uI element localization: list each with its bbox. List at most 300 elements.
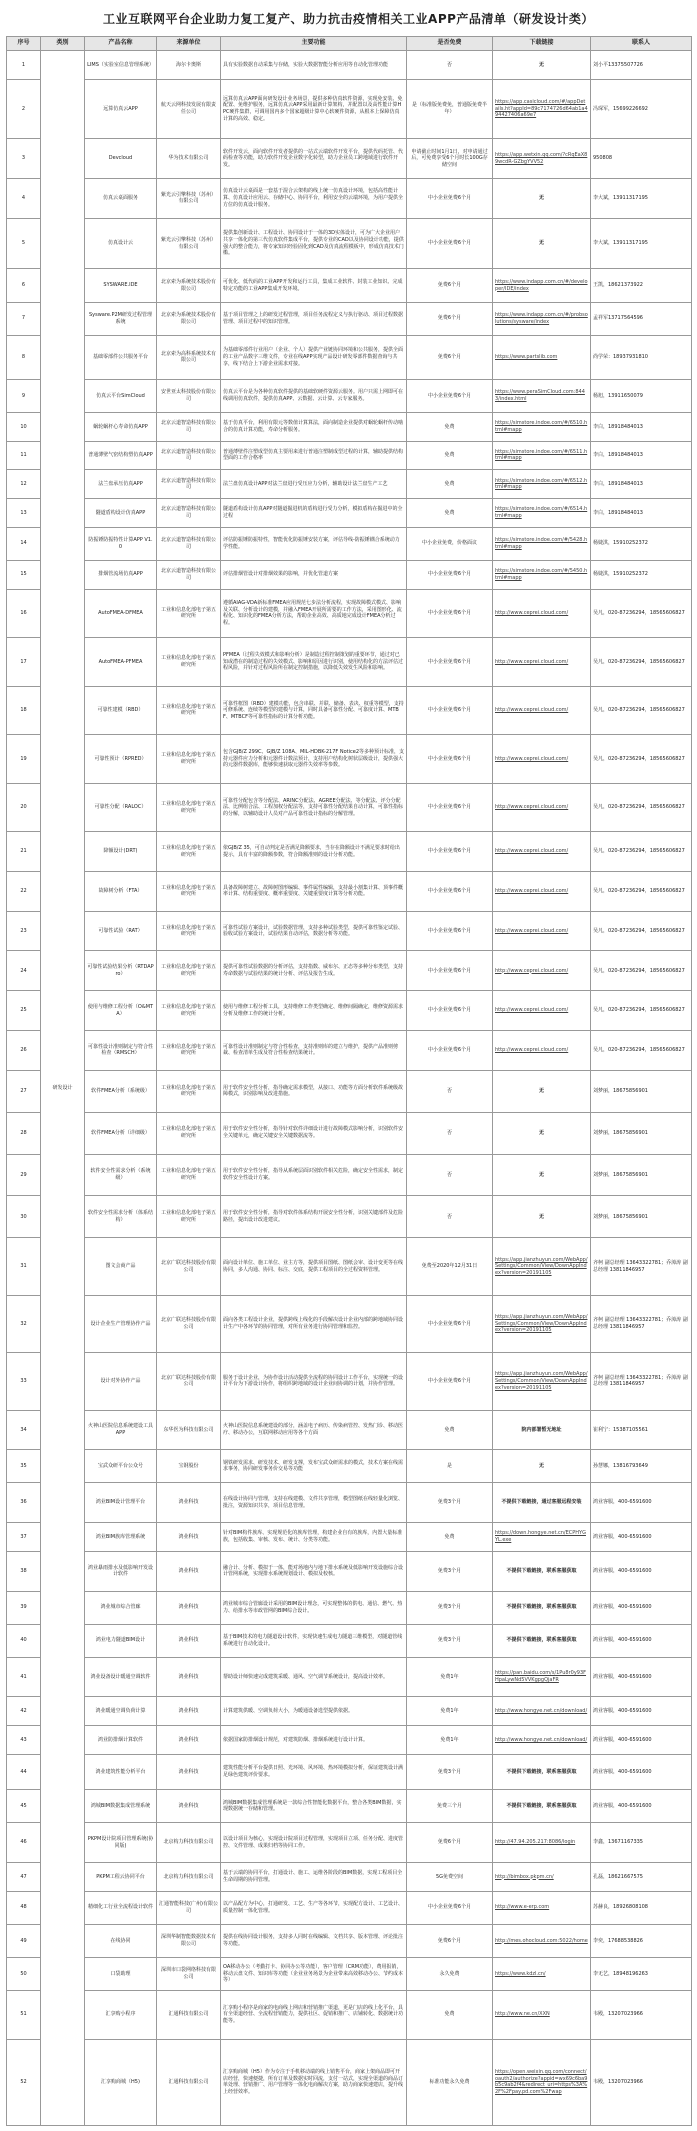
product-name: 软件FMEA分析（系统级）: [85, 1070, 157, 1112]
free-status: 中小企业免费6个月: [407, 735, 493, 784]
download-link[interactable]: http://47.94.205.217:8086/login: [493, 1823, 591, 1863]
product-name: 软件安全性需求分析（体系结构）: [85, 1196, 157, 1238]
free-status: 免费6个月: [407, 269, 493, 302]
free-status: 中小企业免费6个月: [407, 872, 493, 912]
free-status: 中小企业免费6个月: [407, 1353, 493, 1410]
free-status: 中小企业免费6个月: [407, 379, 493, 412]
download-link[interactable]: http://www.ceprei.cloud.com/: [493, 991, 591, 1031]
product-name: 仿真云桌面服务: [85, 179, 157, 219]
contact: 杨婕淇，15910252372: [591, 560, 692, 589]
contact: 鸿业客服，400-6591600: [591, 1483, 692, 1523]
free-status: 中小企业免费6个月: [407, 1891, 493, 1924]
download-link[interactable]: https://www.indapp.com.cn/#/developer/IDE/index: [493, 269, 591, 302]
free-status: 中小企业免费6个月: [407, 1030, 493, 1070]
row-no: 49: [7, 1924, 41, 1957]
download-link[interactable]: https://app.casicloud.com/#/appDetails.ht?appId=89c7174726d64ab1a494427406a69e7: [493, 79, 591, 139]
table-row: [7, 51, 692, 80]
free-status: 否: [407, 1112, 493, 1154]
free-status: 中小企业免费6个月: [407, 589, 493, 638]
main-function: 遵循AIAG-VDA新标准FMEA应用规范七步法分析流程，实现故障模式模式、影响及关联、分析设计的建模，并融入FMEA开展所需要的工作方法，采用图形化、流程化、知识化的FMEA分析方法，帮助企业高效、高质地完成设计FMEA分析过程。: [221, 589, 407, 638]
product-name: 鸿业BIM设计管理平台: [85, 1483, 157, 1523]
source-unit: 北京广联达科技股份有限公司: [157, 1238, 221, 1295]
contact: 崔利宁：15387105561: [591, 1410, 692, 1450]
download-link[interactable]: http://www.ceprei.cloud.com/: [493, 783, 591, 832]
row-no: 26: [7, 1030, 41, 1070]
download-link[interactable]: http://www.ceprei.cloud.com/: [493, 686, 591, 735]
contact: 鸿业客服，400-6591600: [591, 1591, 692, 1624]
download-link[interactable]: https://simstore.indoe.com/#/6514.html#mapp: [493, 499, 591, 528]
row-no: 1: [7, 51, 41, 80]
product-name: 火神山医院信息系统建设工具APP: [85, 1410, 157, 1450]
table-row: [7, 269, 692, 302]
free-status: 是（标准版免费免，普通版免费半年）: [407, 79, 493, 139]
row-no: 43: [7, 1726, 41, 1755]
free-status: 否: [407, 1196, 493, 1238]
download-note: 无: [493, 179, 591, 219]
row-no: 2: [7, 79, 41, 139]
row-no: 8: [7, 335, 41, 379]
source-unit: 鸿业科技: [157, 1657, 221, 1697]
contact: 鸿业客服，400-6591600: [591, 1790, 692, 1823]
free-status: 否: [407, 1154, 493, 1196]
table-row: [7, 1523, 692, 1552]
free-status: 中小企业免费6个月: [407, 783, 493, 832]
free-status: 免费: [407, 1410, 493, 1450]
table-row: [7, 1990, 692, 2039]
row-no: 39: [7, 1591, 41, 1624]
download-link[interactable]: http://www.ceprei.cloud.com/: [493, 1030, 591, 1070]
header-main-function: 主要功能: [221, 37, 407, 51]
main-function: 基于项目管理之上的研发过程管理，项目任务流程定义与执行驱动、项目过程数据管理、项目过程中的知识管理。: [221, 302, 407, 335]
source-unit: 北京索为高科系统技术有限公司: [157, 335, 221, 379]
product-name: Sysware.P2M研发过程管理系统: [85, 302, 157, 335]
contact: 吴凡，020-87236294，18565606827: [591, 951, 692, 991]
source-unit: 工业和信息化部电子第五研究所: [157, 911, 221, 951]
main-function: 普通薄壁件注塑成型仿真主要用来进行普通注塑制成型过程的计算，辅助提供结构型面的工作合格率: [221, 441, 407, 470]
table-row: [7, 470, 692, 499]
main-function: 基于BIM技术的电力隧道设计软件，实现快速生成电力隧道三维模型，对隧道管线系统进行自动化设计。: [221, 1624, 407, 1657]
main-function: 为基础零部件行业用户（企业、个人）提供产业链协同环境和公共服务，提供全面的工业产品数字三维文件，专业在线APP实现产品设计研发零部件数据查询与共享，线下结合上下游企业需求对接。: [221, 335, 407, 379]
table-row: [7, 735, 692, 784]
contact: 孔磊，18621667575: [591, 1862, 692, 1891]
product-name: 可靠性试验结果分析（RTDAPro）: [85, 951, 157, 991]
source-unit: 北京云道智造科技有限公司: [157, 499, 221, 528]
source-unit: 北京索为系统技术股份有限公司: [157, 269, 221, 302]
download-link[interactable]: http://www.hongye.net.cn/download/: [493, 1726, 591, 1755]
source-unit: 汇通科技有限公司: [157, 1990, 221, 2039]
contact: 韦殿，13207023966: [591, 2039, 692, 2125]
row-no: 7: [7, 302, 41, 335]
main-function: 提供集创新设计、工程设计、协同设计于一体的3D实体设计，可为广大企业用户共享一体化的第三代仿真软件集成平台，提供专业的CAD以及协同设计功能，提供强大的整合能力，将专家知识经验固化到CAD及仿真流程模板中，形成仿真技术门槛。: [221, 218, 407, 269]
contact: 刘小平13375507726: [591, 51, 692, 80]
contact: 吴凡，020-87236294，18565606827: [591, 991, 692, 1031]
product-name: SYSWARE.IDE: [85, 269, 157, 302]
source-unit: 鸿业科技: [157, 1697, 221, 1726]
table-header-row: [7, 37, 692, 51]
product-table: [6, 36, 692, 2126]
contact: 尚学荣：18937931810: [591, 335, 692, 379]
download-link[interactable]: http://www.ceprei.cloud.com/: [493, 951, 591, 991]
download-link[interactable]: https://app.jianzhuyun.com/WebApp/Settings/Common/View/DownAppIndex?version=20191105: [493, 1295, 591, 1352]
product-name: 可靠性建模（RBD）: [85, 686, 157, 735]
source-unit: 宝钢股份: [157, 1450, 221, 1483]
free-status: 免费: [407, 1523, 493, 1552]
free-status: 免费至2020年12月31日: [407, 1238, 493, 1295]
source-unit: 工业和信息化部电子第五研究所: [157, 783, 221, 832]
row-no: 24: [7, 951, 41, 991]
product-name: 仿真设计云: [85, 218, 157, 269]
download-link[interactable]: https://www.peraSimCloud.com:8443/index.html: [493, 379, 591, 412]
source-unit: 工业和信息化部电子第五研究所: [157, 872, 221, 912]
table-row: [7, 335, 692, 379]
product-name: 使用与维修工程分析（O&MTA）: [85, 991, 157, 1031]
free-status: 免费: [407, 499, 493, 528]
contact: 刘梦丽，18675856901: [591, 1196, 692, 1238]
download-link[interactable]: https://simstore.indoe.com/#/5450.html#mapp: [493, 560, 591, 589]
row-no: 3: [7, 139, 41, 179]
source-unit: 北京云道智造科技有限公司: [157, 470, 221, 499]
product-name: 可靠性预计（RPRED）: [85, 735, 157, 784]
product-name: 汇享购小程序: [85, 1990, 157, 2039]
table-row: [7, 1726, 692, 1755]
download-link[interactable]: http://www.e-erp.com: [493, 1891, 591, 1924]
download-link[interactable]: https://www.kdzl.cn/: [493, 1957, 591, 1990]
download-link[interactable]: http://www.ceprei.cloud.com/: [493, 911, 591, 951]
table-row: [7, 139, 692, 179]
table-row: [7, 1551, 692, 1591]
row-no: 45: [7, 1790, 41, 1823]
download-link[interactable]: https://simstore.indoe.com/#/6512.html#mapp: [493, 470, 591, 499]
free-status: 否: [407, 51, 493, 80]
main-function: 评估排烟管设计对排烟效果的影响，并优化管道方案: [221, 560, 407, 589]
free-status: 否: [407, 1070, 493, 1112]
table-row: [7, 412, 692, 441]
download-link[interactable]: https://www.partslib.com: [493, 335, 591, 379]
source-unit: 北京构力科技有限公司: [157, 1823, 221, 1863]
main-function: 可优化、低代码的工业APP开发和运行工具，集成工业软件、封装工业知识、完成特定功能的工业APP集成开发环境。: [221, 269, 407, 302]
product-name: 鸿业暴雨排水及低影响开发设计软件: [85, 1551, 157, 1591]
row-no: 41: [7, 1657, 41, 1697]
table-row: [7, 179, 692, 219]
source-unit: 鸿业科技: [157, 1591, 221, 1624]
table-row: [7, 1862, 692, 1891]
product-name: 在线协同: [85, 1924, 157, 1957]
table-row: [7, 79, 692, 139]
source-unit: 工业和信息化部电子第五研究所: [157, 991, 221, 1031]
contact: 吴凡，020-87236294，18565606827: [591, 638, 692, 687]
main-function: 针对BIM构件族库、实现规范化的族库管理，构建企业自有的族库，内置大量标准族，包括收集、审核、发布、统计、分类等功能。: [221, 1523, 407, 1552]
download-note: 不提供下载链接，联系客服获取: [493, 1591, 591, 1624]
free-status: 免费6个月: [407, 1924, 493, 1957]
contact: 鸿业客服，400-6591600: [591, 1754, 692, 1789]
download-link[interactable]: http://www.ceprei.cloud.com/: [493, 872, 591, 912]
contact: 鸿业客服，400-6591600: [591, 1726, 692, 1755]
table-row: [7, 1657, 692, 1697]
source-unit: 工业和信息化部电子第五研究所: [157, 1030, 221, 1070]
table-row: [7, 1957, 692, 1990]
row-no: 29: [7, 1154, 41, 1196]
main-function: 包含GJB/Z 299C、GJB/Z 108A、MIL-HDBK-217F Notice2等多种预计标准，支持元器件应力分析和元器件计数法预计，支持用户结构化树状层级设计，提供强大的元器件数据库，能够快速获取元器件失效率等参数。: [221, 735, 407, 784]
source-unit: 深圳市口袋网络科技有限公司: [157, 1957, 221, 1990]
download-link[interactable]: https://app.wetxin.qq.com/?cRqEaX89wcdR-GZbgYVV52: [493, 139, 591, 179]
main-function: 可靠性设计准则制定与符合性检查，支持准则库的建立与维护，提供产品准则剪裁、检查清单生成及符合性检查结果统计。: [221, 1030, 407, 1070]
table-row: [7, 218, 692, 269]
download-note: 无: [493, 1112, 591, 1154]
main-function: 依据国家防排烟设计规范，对建筑防烟、排烟系统进行设计计算。: [221, 1726, 407, 1755]
download-link[interactable]: https://www.indapp.com.cn/#/probsolutions/sysware/index: [493, 302, 591, 335]
free-status: 永久免费: [407, 1957, 493, 1990]
source-unit: 北京云道智造科技有限公司: [157, 441, 221, 470]
download-note: 不提供下载链接，联系客服获取: [493, 1790, 591, 1823]
free-status: 中小企业免费，价格面议: [407, 527, 493, 560]
source-unit: 北京云道智造科技有限公司: [157, 527, 221, 560]
download-link[interactable]: http://www.ceprei.cloud.com/: [493, 832, 591, 872]
row-no: 35: [7, 1450, 41, 1483]
download-link[interactable]: http://bimbox.pkpm.cn/: [493, 1862, 591, 1891]
row-no: 22: [7, 872, 41, 912]
row-no: 28: [7, 1112, 41, 1154]
source-unit: 北京广联达科技股份有限公司: [157, 1295, 221, 1352]
download-link[interactable]: https://pan.baidu.com/s/1Pu8r0y93FHpaLywNd5VVKgpgQjaFR: [493, 1657, 591, 1697]
table-row: [7, 1410, 692, 1450]
source-unit: 鸿业科技: [157, 1754, 221, 1789]
product-name: 降额设计(DRT): [85, 832, 157, 872]
free-status: 5G免费空间: [407, 1862, 493, 1891]
row-no: 46: [7, 1823, 41, 1863]
source-unit: 华为技术有限公司: [157, 139, 221, 179]
product-name: 图文会商产品: [85, 1238, 157, 1295]
product-name: 汇享购商城（H5): [85, 2039, 157, 2125]
download-link[interactable]: https://simstore.indoe.com/#/5428.html#mapp: [493, 527, 591, 560]
row-no: 38: [7, 1551, 41, 1591]
source-unit: 工业和信息化部电子第五研究所: [157, 638, 221, 687]
source-unit: 工业和信息化部电子第五研究所: [157, 735, 221, 784]
contact: 鸿业客服，400-6591600: [591, 1657, 692, 1697]
table-row: [7, 1891, 692, 1924]
source-unit: 紫光云引擎科技（苏州）有限公司: [157, 179, 221, 219]
category-cell: 研发设计: [41, 51, 85, 2126]
row-no: 17: [7, 638, 41, 687]
table-row: [7, 1295, 692, 1352]
main-function: 提供在线协同设计服务，支持多人同时在线编辑、文档共享、版本管理、评论批注等功能。: [221, 1924, 407, 1957]
contact: 鸿业客服，400-6591600: [591, 1523, 692, 1552]
table-row: [7, 499, 692, 528]
free-status: 免费3个月: [407, 1754, 493, 1789]
free-status: 中小企业免费6个月: [407, 686, 493, 735]
table-body: [7, 51, 692, 2126]
contact: 李大斌，13911317195: [591, 179, 692, 219]
product-name: 蜗轮蜗杆心寿命仿真APP: [85, 412, 157, 441]
download-link[interactable]: https://app.jianzhuyun.com/WebApp/Settings/Common/View/DownAppIndex?version=20191105: [493, 1353, 591, 1410]
row-no: 33: [7, 1353, 41, 1410]
source-unit: 东华医为科技有限公司: [157, 1410, 221, 1450]
table-row: [7, 686, 692, 735]
contact: 杨婕淇，15910252372: [591, 527, 692, 560]
product-name: 软件安全性需求分析（系统级）: [85, 1154, 157, 1196]
row-no: 47: [7, 1862, 41, 1891]
row-no: 25: [7, 991, 41, 1031]
row-no: 50: [7, 1957, 41, 1990]
contact: 王凯，18621373922: [591, 269, 692, 302]
table-row: [7, 1924, 692, 1957]
free-status: 免费6个月: [407, 335, 493, 379]
download-link[interactable]: http://www.ceprei.cloud.com/: [493, 638, 591, 687]
main-function: 用于软件安全性分析，指导对软件体系结构开展安全性分析，识别关键部件及危险路径，提出设计改进建议。: [221, 1196, 407, 1238]
source-unit: 深圳华制智能数据技术有限公司: [157, 1924, 221, 1957]
main-function: 软件开发云，面向软件开发者提供的一站式云端软件开发平台，提供代码托管、代码检查等功能，助力软件开发企业数字化转型，助力企业员工跨地域进行软件开发。: [221, 139, 407, 179]
table-row: [7, 1624, 692, 1657]
download-note: 无: [493, 1450, 591, 1483]
free-status: 免费: [407, 412, 493, 441]
free-status: 中小企业免费6个月: [407, 991, 493, 1031]
source-unit: 工业和信息化部电子第五研究所: [157, 686, 221, 735]
row-no: 13: [7, 499, 41, 528]
main-function: 在线设计协同与管理，支持在线建模、文件共享管理，模型图纸在线轻量化浏览、批注，资源知识共享，项目信息管理。: [221, 1483, 407, 1523]
row-no: 18: [7, 686, 41, 735]
row-no: 11: [7, 441, 41, 470]
product-name: 软件FMEA分析（详细级）: [85, 1112, 157, 1154]
download-note: 无: [493, 1196, 591, 1238]
main-function: 仿真设计云桌面是一套基于混合云架构的线上统一仿真设计环境，包括高性能计算、仿真设计应用云、存储中心、协同平台，利用安全的云端环境，为用户提供全方位的仿真设计服务。: [221, 179, 407, 219]
header-contact: 联系人: [591, 37, 692, 51]
free-status: 免费: [407, 1990, 493, 2039]
table-row: [7, 441, 692, 470]
product-name: 鸿城BIM数据集成管理系统: [85, 1790, 157, 1823]
free-status: 免费3个月: [407, 1624, 493, 1657]
row-no: 10: [7, 412, 41, 441]
source-unit: 工业和信息化部电子第五研究所: [157, 1070, 221, 1112]
source-unit: 北京云道智造科技有限公司: [157, 412, 221, 441]
download-note: 院内部署暂无地址: [493, 1410, 591, 1450]
contact: 李奕，17688538826: [591, 1924, 692, 1957]
download-link[interactable]: http://mes.ohocloud.com:5022/home: [493, 1924, 591, 1957]
source-unit: 工业和信息化部电子第五研究所: [157, 832, 221, 872]
source-unit: 汇通科技有限公司: [157, 2039, 221, 2125]
free-status: 中小企业免费6个月: [407, 218, 493, 269]
download-note: 不提供下载链接，联系客服获取: [493, 1624, 591, 1657]
source-unit: 鸿业科技: [157, 1523, 221, 1552]
main-function: 可靠性框图（RBD）建模功能，包含串联、并联、储备、表决、权重等模型，支持可修系统、连续等模型的建模与计算，同时具备可靠性分配、可靠度计算、MTBF、MTBCF等可靠性指标的计算分析功能。: [221, 686, 407, 735]
table-row: [7, 872, 692, 912]
table-row: [7, 1790, 692, 1823]
row-no: 9: [7, 379, 41, 412]
contact: 李无艺，18948196263: [591, 1957, 692, 1990]
source-unit: 工业和信息化部电子第五研究所: [157, 1196, 221, 1238]
product-name: 鸿业电力隧道BIM设计: [85, 1624, 157, 1657]
download-link[interactable]: http://www.ne.cn/XXN: [493, 1990, 591, 2039]
download-link[interactable]: https://open.weixin.qq.com/connect/oauth2/authorize?appid=wx69c6ba9b5c9ab2f4&redirect_uri=https%3A%2F%2Fpay.pd.com%2Fwap: [493, 2039, 591, 2125]
source-unit: 航天云网科技发展有限责任公司: [157, 79, 221, 139]
contact: 鸿业客服，400-6591600: [591, 1697, 692, 1726]
product-name: PKPM设计院项目管理系统(协同版): [85, 1823, 157, 1863]
free-status: 中小企业免费6个月: [407, 638, 493, 687]
table-row: [7, 951, 692, 991]
download-link[interactable]: https://down.hongye.net.cn/ECPHYGYL.exe: [493, 1523, 591, 1552]
table-row: [7, 1154, 692, 1196]
header-category: 类别: [41, 37, 85, 51]
main-function: 融合计、分析、模拟于一体，能对场地内与地下排水系统及低影响开发设施综合设计管网系统，实现排水系统规划设计、模拟及校核。: [221, 1551, 407, 1591]
free-status: 免费6个月: [407, 302, 493, 335]
main-function: 评估防振锤防振特性，智能优化防振锤安装方案，评估导线-防振锤耦合系统动力学性能。: [221, 527, 407, 560]
table-row: [7, 2039, 692, 2125]
main-function: 基于云端的协同平台，打通设计、施工、运维各阶段的BIM数据，实现工程项目全生命周期的协同管理。: [221, 1862, 407, 1891]
contact: 冯琛军，15699226692: [591, 79, 692, 139]
main-function: 可靠性试验方案设计，试验数据管理，支持多种试验类型，提供可靠性鉴定试验、验收试验方案设计，试验结果自动评估，数据分析等功能。: [221, 911, 407, 951]
free-status: 是: [407, 1450, 493, 1483]
product-name: 排烟管流场仿真APP: [85, 560, 157, 589]
source-unit: 北京索为系统技术股份有限公司: [157, 302, 221, 335]
download-note: 不提供下载链接，联系客服获取: [493, 1551, 591, 1591]
free-status: 免费: [407, 470, 493, 499]
row-no: 16: [7, 589, 41, 638]
download-link[interactable]: http://www.ceprei.cloud.com/: [493, 589, 591, 638]
source-unit: 工业和信息化部电子第五研究所: [157, 951, 221, 991]
table-row: [7, 1697, 692, 1726]
main-function: 建筑性能分析平台提供日照、光环境、风环境、热环境模拟分析，保证建筑设计满足绿色建筑评价要求。: [221, 1754, 407, 1789]
download-link[interactable]: https://simstore.indoe.com/#/6510.html#mapp: [493, 412, 591, 441]
source-unit: 工业和信息化部电子第五研究所: [157, 1154, 221, 1196]
main-function: 服务于设计企业，为协作设计活动提供全流程的协同设计工作平台，实现统一的设计平台为下游设计协作，将组织跨地域的设计企业间协调的计划，并协作管理。: [221, 1353, 407, 1410]
main-function: 火神山医院信息系统建设的部分，涵盖电子病历、传染病管控、发热门诊、移动医疗、移动办公，互联网移动应用等各个方面: [221, 1410, 407, 1450]
download-link[interactable]: http://www.hongye.net.cn/download/: [493, 1697, 591, 1726]
free-status: 中小企业免费6个月: [407, 560, 493, 589]
product-name: 设计对外协作产品: [85, 1353, 157, 1410]
row-no: 30: [7, 1196, 41, 1238]
table-row: [7, 1754, 692, 1789]
main-function: 以设计项目为核心，实现设计院项目过程管理，实现项目立项、任务分配、进度管控、文件管理、成果归档等协同工作。: [221, 1823, 407, 1863]
table-row: [7, 638, 692, 687]
header-no: 序号: [7, 37, 41, 51]
contact: 吴凡，020-87236294，18565606827: [591, 686, 692, 735]
free-status: 免费3个月: [407, 1551, 493, 1591]
main-function: 用于软件安全性分析，指导确定需求模型，从接口、功能等方面分析软件系统级故障模式，识别影响及改进措施。: [221, 1070, 407, 1112]
main-function: 汇享购商城（H5）作为专注于手机移动端的线上销售平台，商家上架商品即可开店经营，快速便捷，所有订单及数据实时回流，支付一站式，实现全渠道的商品订单处理、营销推广、用户管理等一体化电商解决方案，助力商家快速建店，提升线上经营效率。: [221, 2039, 407, 2125]
row-no: 19: [7, 735, 41, 784]
contact: 吴凡，020-87236294，18565606827: [591, 735, 692, 784]
contact: 齐柯 副总经理 13643322781；乔漳涛 副总经理 13811846957: [591, 1353, 692, 1410]
contact: 吴凡，020-87236294，18565606827: [591, 1030, 692, 1070]
contact: 齐柯 副总经理 13643322781；乔漳涛 副总经理 13811846957: [591, 1238, 692, 1295]
contact: 孙慧娜，13816793649: [591, 1450, 692, 1483]
download-link[interactable]: https://simstore.indoe.com/#/6511.html#mapp: [493, 441, 591, 470]
contact: 李白，18918484013: [591, 499, 692, 528]
table-row: [7, 1823, 692, 1863]
row-no: 21: [7, 832, 41, 872]
contact: 950808: [591, 139, 692, 179]
table-row: [7, 589, 692, 638]
contact: 吴凡，020-87236294，18565606827: [591, 832, 692, 872]
main-function: 面向各类工程设计企业，提供跨线上线化的手段解决设计企业内部的跨地域协同设计生产中各环节的协同管理，对所有业务进行协同管理和监控。: [221, 1295, 407, 1352]
contact: 苏赫良，18926808108: [591, 1891, 692, 1924]
row-no: 34: [7, 1410, 41, 1450]
table-row: [7, 1591, 692, 1624]
source-unit: 北京广联达科技股份有限公司: [157, 1353, 221, 1410]
table-row: [7, 1483, 692, 1523]
main-function: 隧道盾构设计仿真APP对隧道掘进机的盾构进行受力分析，模拟盾构在掘进中的全过程: [221, 499, 407, 528]
contact: 鸿业客服，400-6591600: [591, 1624, 692, 1657]
row-no: 23: [7, 911, 41, 951]
source-unit: 紫光云引擎科技（苏州）有限公司: [157, 218, 221, 269]
product-name: LIMS（实验室信息管理系统）: [85, 51, 157, 80]
free-status: 中小企业免费6个月: [407, 911, 493, 951]
download-link[interactable]: http://www.ceprei.cloud.com/: [493, 735, 591, 784]
table-row: [7, 302, 692, 335]
main-function: 汇享购小程序是商家的电商线上网店和营销推广渠道，更是门店的线上化平台，具有全渠道经营、全流程营销能力，提供社区、促销和推广、店铺转化、数据统计功能等。: [221, 1990, 407, 2039]
source-unit: 北京云道智造科技有限公司: [157, 560, 221, 589]
table-row: [7, 1070, 692, 1112]
download-link[interactable]: https://app.jianzhuyun.com/WebApp/Settings/Common/View/DownAppIndex?version=20191105: [493, 1238, 591, 1295]
contact: 刘梦丽，18675856901: [591, 1154, 692, 1196]
